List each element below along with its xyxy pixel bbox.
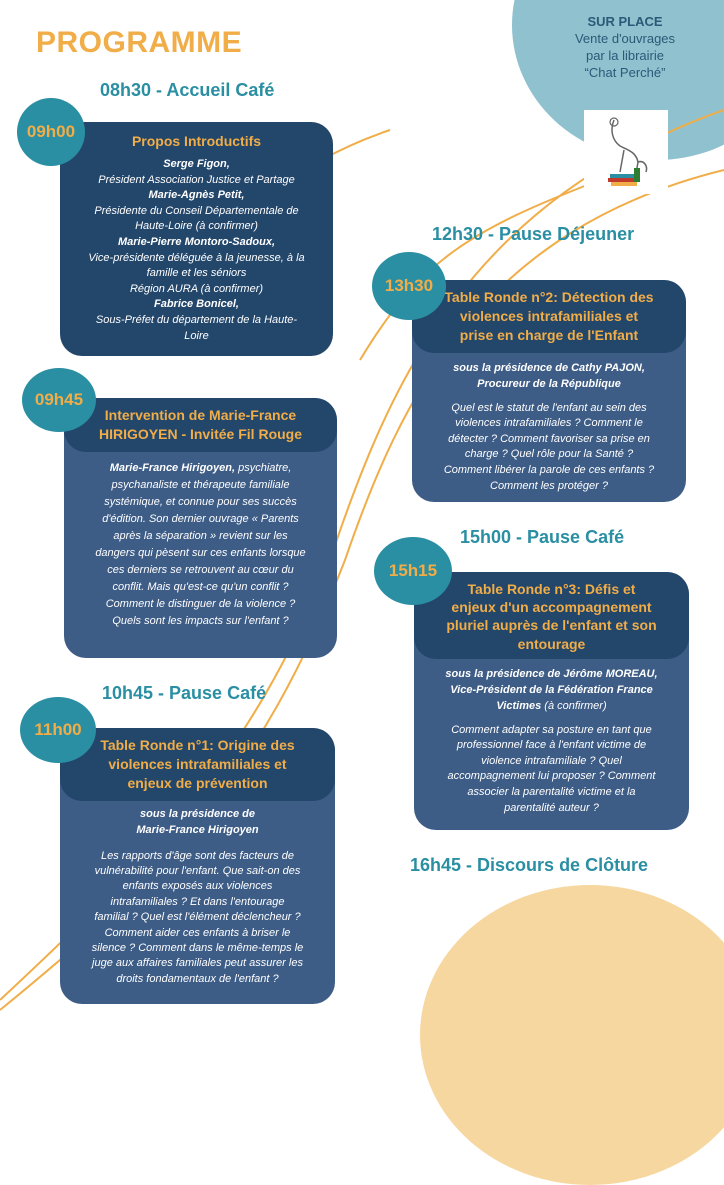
description-line: violences intrafamiliales ? Comment le [455,417,643,430]
time-badge-0900: 09h00 [17,98,85,166]
description-line: violence intrafamiliale ? Quel [481,754,622,767]
session-title: Propos Introductifs [131,133,262,149]
speaker-name: Marie-France Hirigoyen, [109,461,236,474]
description-line: Quels sont les impacts sur l'enfant ? [112,615,289,628]
page-title: PROGRAMME [36,26,243,59]
session-presidence [60,801,335,839]
time-badge-1100: 11h00 [20,697,96,763]
description-line: juge aux affaires familiales peut assurer les [92,957,303,970]
description-line: Les rapports d'âge sont des facteurs de [101,849,294,862]
session-title [64,398,337,452]
speaker-line: Loire [184,329,209,342]
speaker-line: Région AURA (à confirmer) [129,282,264,295]
description-line: accompagnement lui proposer ? Comment [447,770,656,783]
session-title-line: entourage [517,635,586,652]
description-line: conflit. Mais qu'est-ce qu'un conflit ? [112,581,289,594]
description-line: systémique, et connue pour ses succès [104,495,297,508]
speaker-line: Marie-Pierre Montoro-Sadoux, [117,235,276,248]
speaker-line: Vice-présidente déléguée à la jeunesse, à la [88,251,305,264]
speaker-line: Fabrice Bonicel, [154,298,239,311]
session-card-1330 [412,280,686,502]
description-line: professionnel face à l'enfant victime de [456,739,647,752]
session-title-line: Table Ronde n°2: Détection des [444,289,654,305]
speaker-line: Sous-Préfet du département de la Haute- [95,313,298,326]
session-title-line: HIRIGOYEN - Invitée Fil Rouge [98,425,303,442]
presidence-line: Victimes [496,699,542,712]
presidence-line: Vice-Président de la Fédération France [450,683,653,696]
break-discours-cloture: 16h45 - Discours de Clôture [410,855,649,875]
description-line: droits fondamentaux de l'enfant ? [116,972,279,985]
session-title-line: Table Ronde n°3: Défis et [467,581,636,597]
session-card-0900 [60,122,333,356]
description-line: parentalité auteur ? [504,801,599,814]
break-pause-cafe-2: 15h00 - Pause Café [460,527,625,547]
session-description [64,452,337,630]
session-title [414,572,689,659]
time-badge-1515: 15h15 [374,537,452,605]
description-line: Comment adapter sa posture en tant que [451,723,652,736]
description-line: dangers qui pèsent sur ces enfants lorsque [95,547,306,560]
session-card-0945 [64,398,337,658]
presidence-line: sous la présidence de [140,807,255,820]
description-line: silence ? Comment dans le même-temps le [91,941,304,954]
description-line: Comment aider ces enfants à briser le [104,926,291,939]
description-line: Comment les protéger ? [490,479,608,492]
description-line: Quel est le statut de l'enfant au sein des [451,401,647,414]
speaker-line: Haute-Loire (à confirmer) [135,220,258,233]
sur-place-line-2: par la librairie [585,47,665,63]
description-line: détecter ? Comment favoriser sa prise en [448,432,650,445]
description-line: Comment libérer la parole de ces enfants ? [443,463,655,476]
description-line: Comment le distinguer de la violence ? [105,598,296,611]
session-title-line: prise en charge de l'Enfant [459,326,639,343]
sur-place-line-3: “Chat Perché” [584,64,666,80]
description-line: psychiatre, [238,461,292,474]
session-presidence [412,353,686,393]
session-title [60,728,335,801]
session-description [412,393,686,495]
sur-place-info [545,14,705,82]
description-line: ces derniers se retrouvent au cœur du [107,564,294,577]
session-title-line: enjeux d'un accompagnement [451,599,652,616]
sur-place-heading: SUR PLACE [587,14,663,29]
time-badge-1330: 13h30 [372,252,446,320]
session-title-line: violences intrafamiliales et [108,755,287,772]
session-title-line: Table Ronde n°1: Origine des [100,737,295,753]
description-line: après la séparation » revient sur les [113,529,288,542]
session-title-line: Intervention de Marie-France [104,407,297,423]
session-title-line: violences intrafamiliales et [459,307,639,324]
speaker-line: Président Association Justice et Partage [98,173,295,186]
session-card-1100 [60,728,335,1004]
description-line: charge ? Quel rôle pour la Santé ? [464,448,634,461]
session-speakers [60,157,333,344]
presidence-line: sous la présidence de Cathy PAJON, [453,361,645,374]
session-description [414,715,689,817]
session-card-1515 [414,572,689,830]
description-line: vulnérabilité pour l'enfant. Que sait-on des [94,864,301,877]
speaker-line: Présidente du Conseil Départementale de [94,204,299,217]
speaker-line: famille et les séniors [146,267,247,280]
description-line: d'édition. Son dernier ouvrage « Parents [102,512,299,525]
session-title-line: enjeux de prévention [127,774,268,791]
description-line: familial ? Quel est l'élément déclencheur ? [94,911,301,924]
presidence-line: Marie-France Hirigoyen [136,823,259,836]
session-presidence [414,659,689,715]
time-badge-0945: 09h45 [22,368,96,432]
description-line: intrafamiliales ? Et dans l'entourage [110,895,285,908]
description-line: psychanaliste et thérapeute familiale [111,478,290,491]
sur-place-line-1: Vente d'ouvrages [574,30,676,46]
session-description [60,839,335,988]
cat-on-books-icon [584,110,668,194]
break-accueil-cafe: 08h30 - Accueil Café [100,80,275,100]
presidence-line: Procureur de la République [477,377,621,390]
description-line: enfants exposés aux violences [122,880,273,893]
description-line: associer la parentalité victime et la [467,786,636,798]
break-pause-dejeuner: 12h30 - Pause Déjeuner [432,224,635,244]
session-title [412,280,686,353]
speaker-line: Serge Figon, [163,157,230,170]
presidence-line: sous la présidence de Jérôme MOREAU, [445,667,658,680]
presidence-note: (à confirmer) [541,699,607,712]
session-title-line: pluriel auprès de l'enfant et son [446,617,657,634]
speaker-line: Marie-Agnès Petit, [148,189,245,202]
break-pause-cafe-1: 10h45 - Pause Café [102,683,267,703]
